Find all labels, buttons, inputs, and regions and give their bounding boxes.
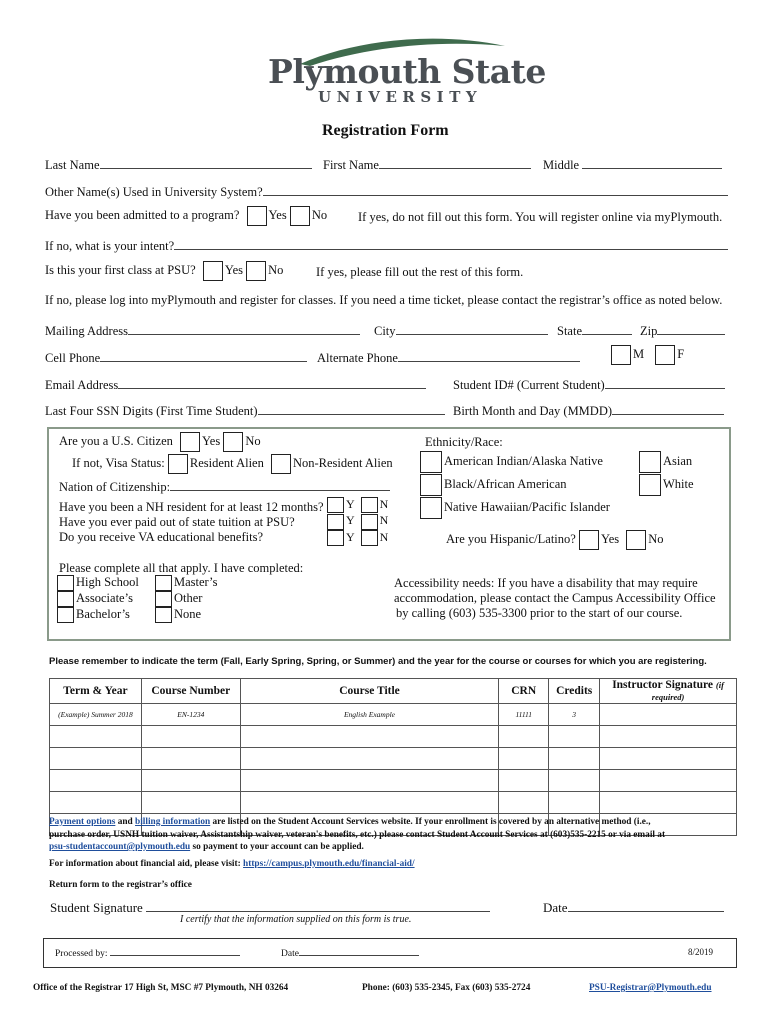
cell-label: Cell Phone	[45, 351, 101, 365]
nh-resident-y-checkbox[interactable]	[327, 497, 344, 513]
example-course-title: English Example	[240, 704, 499, 726]
n-label: N	[379, 529, 389, 544]
gender-m-checkbox[interactable]	[611, 345, 631, 365]
accessibility-line-1: Accessibility needs: If you have a disability that may require	[394, 576, 698, 590]
none-label: None	[174, 607, 202, 622]
if-required-label: (if required)	[651, 680, 724, 702]
footer-office: Office of the Registrar 17 High St, MSC #7 Plymouth, NH 03264	[33, 983, 289, 993]
intent-label: If no, what is your intent?	[45, 239, 175, 253]
asian-checkbox[interactable]	[639, 451, 661, 473]
alt-phone-field[interactable]	[398, 349, 580, 362]
financial-aid-note	[49, 859, 415, 869]
processed-date-label: Date	[281, 949, 299, 959]
financial-aid-link[interactable]: https://campus.plymouth.edu/financial-aid/	[243, 859, 415, 869]
admitted-no-checkbox[interactable]	[290, 206, 310, 226]
mailing-label: Mailing Address	[45, 324, 128, 338]
paid-out-label: Have you ever paid out of state tuition at PSU?	[59, 515, 295, 529]
student-id-label: Student ID# (Current Student)	[453, 378, 605, 392]
footer-phone: Phone: (603) 535-2345, Fax (603) 535-2724	[362, 983, 531, 993]
nation-label: Nation of Citizenship:	[59, 480, 171, 494]
american-indian-label: American Indian/Alaska Native	[444, 453, 603, 468]
email-label: Email Address	[45, 378, 119, 392]
city-label: City	[374, 324, 396, 338]
header-term: Term & Year	[50, 679, 142, 704]
payment-and: and	[117, 817, 133, 827]
bachelors-label: Bachelor’s	[76, 607, 130, 622]
payment-text-2: purchase order, USNH tuition waiver, Assistantship waiver, veteran's benefits, etc.) please contact Student Account Services at (603)535-2215 or via email at	[49, 829, 666, 840]
y-label: Y	[346, 497, 355, 511]
associates-label: Associate’s	[76, 591, 133, 606]
admitted-no-label: No	[311, 207, 328, 222]
citizen-yes-checkbox[interactable]	[180, 432, 200, 452]
header-credits: Credits	[549, 679, 600, 704]
admitted-yes-checkbox[interactable]	[247, 206, 267, 226]
birth-label: Birth Month and Day (MMDD)	[453, 404, 613, 418]
nonresident-alien-checkbox[interactable]	[271, 454, 291, 474]
accessibility-note	[394, 576, 716, 621]
middle-field[interactable]	[582, 156, 722, 169]
student-account-email-link[interactable]: psu-studentaccount@plymouth.edu	[49, 842, 191, 852]
white-label: White	[663, 476, 694, 491]
table-row[interactable]	[50, 726, 737, 748]
table-row[interactable]	[50, 748, 737, 770]
registrar-email-link[interactable]: PSU-Registrar@Plymouth.edu	[589, 983, 712, 993]
education-col-1	[57, 575, 139, 623]
nh-resident-n-checkbox[interactable]	[361, 497, 378, 513]
example-credits: 3	[549, 704, 600, 726]
student-signature-field[interactable]	[146, 899, 490, 912]
resident-alien-label: Resident Alien	[189, 455, 264, 470]
payment-options-link[interactable]: Payment options	[49, 817, 116, 827]
zip-label: Zip	[640, 324, 658, 338]
email-field[interactable]	[118, 376, 426, 389]
admitted-note: If yes, do not fill out this form. You will register online via myPlymouth.	[358, 210, 723, 224]
state-field[interactable]	[582, 322, 632, 335]
associates-checkbox[interactable]	[57, 591, 74, 607]
paid-out-y-checkbox[interactable]	[327, 514, 344, 530]
gender-f-label: F	[677, 346, 685, 361]
hispanic-no-checkbox[interactable]	[626, 530, 646, 550]
first-name-field[interactable]	[379, 156, 531, 169]
last-name-row	[45, 156, 312, 173]
asian-label: Asian	[663, 453, 693, 468]
example-term: (Example) Summer 2018	[50, 704, 142, 726]
table-row[interactable]	[50, 792, 737, 814]
state-label: State	[557, 324, 582, 338]
gender-f-checkbox[interactable]	[655, 345, 675, 365]
first-class-no-label: No	[268, 262, 284, 277]
white-checkbox[interactable]	[639, 474, 661, 496]
hawaiian-checkbox[interactable]	[420, 497, 442, 519]
bachelors-checkbox[interactable]	[57, 607, 74, 623]
residency-yn-grid	[327, 497, 388, 546]
processed-date-field[interactable]	[299, 946, 419, 956]
va-label: Do you receive VA educational benefits?	[59, 530, 263, 544]
n-label: N	[379, 497, 389, 511]
payment-note	[49, 816, 665, 854]
alt-phone-label: Alternate Phone	[317, 351, 398, 365]
logo-name: Plymouth State	[268, 52, 546, 91]
va-n-checkbox[interactable]	[361, 530, 378, 546]
va-y-checkbox[interactable]	[327, 530, 344, 546]
processed-field[interactable]	[110, 946, 240, 956]
admitted-yes-label: Yes	[268, 207, 287, 222]
nonresident-alien-label: Non-Resident Alien	[292, 455, 393, 470]
table-row[interactable]	[50, 770, 737, 792]
n-label: N	[379, 513, 389, 528]
hawaiian-label: Native Hawaiian/Pacific Islander	[444, 499, 610, 514]
education-col-2	[155, 575, 218, 623]
citizen-yes-label: Yes	[202, 433, 221, 448]
other-names-field[interactable]	[263, 183, 728, 196]
other-label: Other	[174, 591, 203, 606]
certify-note: I certify that the information supplied on this form is true.	[180, 914, 412, 925]
visa-label: If not, Visa Status:	[72, 455, 165, 470]
payment-text-1: are listed on the Student Account Services website. If your enrollment is covered by an alternative method (i.e.,	[212, 817, 651, 827]
masters-label: Master’s	[174, 575, 218, 589]
masters-checkbox[interactable]	[155, 575, 172, 591]
example-crn: 11111	[499, 704, 549, 726]
accessibility-line-2: accommodation, please contact the Campus Accessibility Office	[394, 591, 716, 605]
first-class-label: Is this your first class at PSU?	[45, 262, 196, 277]
citizen-no-label: No	[245, 433, 261, 448]
last-name-label: Last Name	[45, 158, 100, 172]
form-version: 8/2019	[688, 947, 714, 957]
mailing-field[interactable]	[128, 322, 360, 335]
billing-information-link[interactable]: billing information	[135, 817, 211, 827]
zip-field[interactable]	[657, 322, 725, 335]
cell-field[interactable]	[100, 349, 307, 362]
header-instructor-signature	[600, 679, 737, 704]
signature-date-field[interactable]	[568, 899, 724, 912]
logo-subtitle: UNIVERSITY	[318, 88, 483, 106]
example-signature	[600, 704, 737, 726]
return-note: Return form to the registrar’s office	[49, 880, 192, 890]
first-class-note: If yes, please fill out the rest of this form.	[316, 265, 524, 279]
hispanic-no-label: No	[648, 531, 664, 546]
student-id-field[interactable]	[605, 376, 725, 389]
table-header-row	[50, 679, 737, 704]
nh-resident-label: Have you been a NH resident for at least 12 months?	[59, 500, 324, 514]
first-class-yes-label: Yes	[224, 262, 244, 277]
header-course-title: Course Title	[240, 679, 499, 704]
accessibility-line-3: by calling (603) 535-3300 prior to the start of our course.	[396, 606, 683, 620]
black-label: Black/African American	[444, 476, 567, 491]
resident-alien-checkbox[interactable]	[168, 454, 188, 474]
first-class-yes-checkbox[interactable]	[203, 261, 223, 281]
instructor-signature-label: Instructor Signature	[612, 679, 714, 691]
high-school-label: High School	[76, 575, 139, 589]
other-checkbox[interactable]	[155, 591, 172, 607]
paid-out-n-checkbox[interactable]	[361, 514, 378, 530]
login-note: If no, please log into myPlymouth and register for classes. If you need a time ticket, please contact the registrar’s office as noted below.	[45, 293, 723, 307]
ssn-field[interactable]	[258, 402, 445, 415]
financial-aid-text: For information about financial aid, please visit:	[49, 859, 241, 869]
payment-text-3: so payment to your account can be applied.	[192, 842, 364, 852]
gender-m-label: M	[633, 346, 645, 361]
citizen-no-checkbox[interactable]	[223, 432, 243, 452]
hispanic-yes-checkbox[interactable]	[579, 530, 599, 550]
last-name-field[interactable]	[100, 156, 312, 169]
intent-field[interactable]	[174, 237, 728, 250]
admitted-label: Have you been admitted to a program?	[45, 207, 240, 222]
high-school-checkbox[interactable]	[57, 575, 74, 591]
first-class-no-checkbox[interactable]	[246, 261, 266, 281]
student-signature-label: Student Signature	[50, 900, 143, 915]
header-crn: CRN	[499, 679, 549, 704]
middle-label: Middle	[543, 158, 580, 172]
course-table	[49, 678, 737, 836]
processed-label: Processed by:	[55, 949, 108, 959]
y-label: Y	[346, 513, 355, 528]
example-course-number: EN-1234	[141, 704, 240, 726]
none-checkbox[interactable]	[155, 607, 172, 623]
form-title: Registration Form	[322, 122, 449, 139]
american-indian-checkbox[interactable]	[420, 451, 442, 473]
first-name-label: First Name	[323, 158, 379, 172]
city-field[interactable]	[396, 322, 548, 335]
complete-label: Please complete all that apply. I have completed:	[59, 561, 304, 575]
citizen-label: Are you a U.S. Citizen	[59, 433, 173, 448]
hispanic-label: Are you Hispanic/Latino?	[446, 531, 576, 546]
other-names-label: Other Name(s) Used in University System?	[45, 185, 263, 199]
birth-field[interactable]	[612, 402, 724, 415]
term-note: Please remember to indicate the term (Fall, Early Spring, Spring, or Summer) and the year for the course or courses for which you are registering.	[49, 656, 707, 667]
ssn-label: Last Four SSN Digits (First Time Student)	[45, 404, 258, 418]
hispanic-yes-label: Yes	[600, 531, 620, 546]
ethnicity-label: Ethnicity/Race:	[425, 435, 503, 449]
nation-field[interactable]	[170, 478, 390, 491]
black-checkbox[interactable]	[420, 474, 442, 496]
table-row	[50, 704, 737, 726]
header-course-number: Course Number	[141, 679, 240, 704]
y-label: Y	[346, 529, 355, 544]
signature-date-label: Date	[543, 900, 568, 915]
